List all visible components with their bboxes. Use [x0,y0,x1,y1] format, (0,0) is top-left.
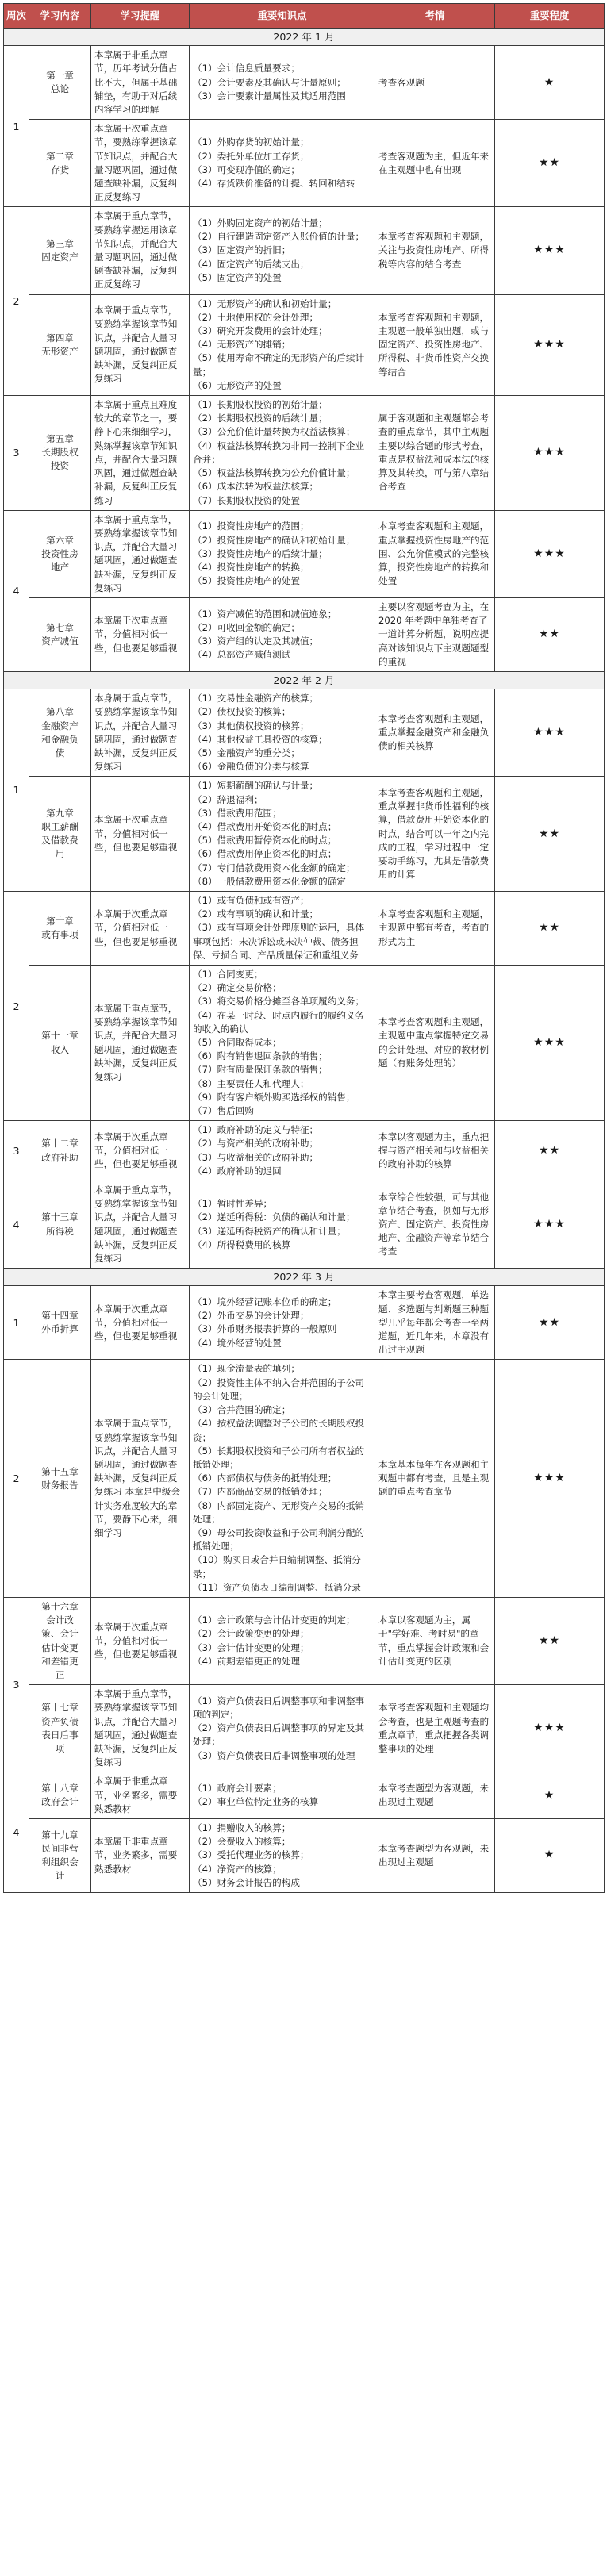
chapter-title-line: 用 [55,848,65,860]
exam-info: 本章考查题型为客观题，未出现过主观题 [375,1772,495,1819]
importance-stars: ★★ [495,1121,605,1181]
study-guide: 本章属于重点章节，要熟练掌握该章节知识点，并配合大量习题巩固，通过做题查缺补漏，反复纠正反复练习 [91,1685,190,1772]
key-point-item: （2）会计政策变更的处理； [193,1628,309,1640]
key-point-item: （5）投资性房地产的处置 [193,575,300,587]
study-guide: 本章属于重点章节，要熟练掌握该章节知识点，并配合大量习题巩固，通过做题查缺补漏，反复纠正反复练习 [91,966,190,1121]
study-plan-body [4,29,605,1893]
key-point-item: （1）资产减值的范围和减值迹象； [193,608,337,620]
chapter-title-line: 会计政 [46,1614,74,1626]
key-point-item: （1）政府会计要素； [193,1782,282,1794]
key-point-item: （2）资产负债表日后调整事项的界定及其处理； [193,1722,365,1748]
importance-stars: ★★ [495,120,605,207]
key-point-item: （1）交易性金融资产的核算； [193,693,319,704]
key-point-item: （2）或有事项的确认和计量； [193,908,319,920]
study-guide: 本章属于次重点章节，分值相对低一些，但也要足够重视 [91,777,190,892]
chapter-title-line: 第十五章 [41,1465,79,1477]
exam-info: 本章基本每年在客观题和主观题中都有考查，且是主观题的重点考查章节 [375,1360,495,1597]
key-point-item: （10）购买日或合并日编制调整、抵消分录； [193,1554,361,1580]
key-points [190,396,375,511]
key-points [190,597,375,671]
importance-stars: ★★★ [495,1685,605,1772]
chapter-title-line: 表日后事 [41,1729,79,1741]
chapter-title-line: 估计变更 [41,1641,79,1653]
week-number: 1 [4,46,29,207]
chapter-title-line: 无形资产 [41,345,79,357]
importance-stars: ★ [495,1772,605,1819]
chapter-title-line: 第一章 [46,70,74,81]
header-guide: 学习提醒 [91,4,190,29]
key-point-item: （2）委托外单位加工存货； [193,150,309,162]
key-points [190,1772,375,1819]
key-point-item: （4）借款费用开始资本化的时点； [193,820,337,832]
key-point-item: （4）政府补助的退回 [193,1165,282,1177]
key-points [190,120,375,207]
exam-info: 本章以客观题为主，重点把握与资产相关和与收益相关的政府补助的核算 [375,1121,495,1181]
importance-stars: ★★★ [495,689,605,777]
key-point-item: （3）外币财务报表折算的一般原则 [193,1323,337,1335]
chapter-title-line: 第七章 [46,621,74,633]
study-guide: 本章属于非重点章节，业务繁多，需要熟悉教材 [91,1772,190,1819]
study-guide: 本章属于次重点章节，分值相对低一些，但也要足够重视 [91,1286,190,1360]
week-number: 3 [4,1121,29,1181]
key-point-item: （6）无形资产的处置 [193,379,282,391]
importance-stars: ★★★ [495,396,605,511]
chapter-title-line: 财务报告 [41,1479,79,1491]
chapter-title [29,1772,91,1819]
key-point-item: （5）金融资产的重分类； [193,747,300,758]
key-point-item: （5）借款费用暂停资本化的时点； [193,835,337,847]
key-point-item: （3）资产组的认定及其减值； [193,635,319,647]
study-plan-document [3,3,604,1893]
table-row [4,1121,605,1181]
study-guide: 本章属于次重点章节，要熟练掌握该章节知识点，并配合大量习题巩固，通过做题查缺补漏，反复纠正反复练习 [91,120,190,207]
week-number: 3 [4,396,29,511]
key-point-item: （2）外币交易的会计处理； [193,1310,309,1322]
key-points [190,1685,375,1772]
month-label: 2022 年 3 月 [4,1269,605,1286]
key-point-item: （3）与收益相关的政府补助； [193,1151,319,1163]
chapter-title-line: 第十九章 [41,1829,79,1841]
key-points [190,1818,375,1892]
key-point-item: （2）投资性主体不纳入合并范围的子公司的会计处理； [193,1376,365,1402]
importance-stars: ★★★ [495,294,605,395]
chapter-title [29,1121,91,1181]
key-point-item: （3）可变现净值的确定； [193,163,300,175]
key-point-item: （1）或有负债和或有资产； [193,894,309,906]
study-guide: 本章属于次重点章节，分值相对低一些，但也要足够重视 [91,1121,190,1181]
chapter-title-line: 第十七章 [41,1702,79,1714]
key-point-item: （1）政府补助的定义与特征； [193,1124,319,1136]
chapter-title-line: 第六章 [46,534,74,546]
exam-info: 本章主要考查客观题，单选题、多选题与判断题三种题型几乎每年都会考查一至两道题，近几年来，本章没有出过主观题 [375,1286,495,1360]
chapter-title-line: 第十八章 [41,1782,79,1794]
header-points: 重要知识点 [190,4,375,29]
study-guide: 本章属于次重点章节，分值相对低一些，但也要足够重视 [91,1597,190,1684]
exam-info: 本章考查客观题和主观题，关注与投资性房地产、所得税等内容的结合考查 [375,207,495,294]
key-point-item: （1）无形资产的确认和初始计量； [193,298,337,309]
key-point-item: （2）自行建造固定资产入账价值的计量； [193,231,365,243]
chapter-title-line: 第十章 [46,915,74,927]
month-label: 2022 年 2 月 [4,671,605,689]
chapter-title-line: 第十四章 [41,1310,79,1322]
exam-info: 主要以客观题考查为主，在 2020 年考题中单独考查了一道计算分析题，说明应提高对该知识点下主观题题型的重视 [375,597,495,671]
key-point-item: （8）一般借款费用资本化金额的确定 [193,875,346,887]
chapter-title-line: 第十三章 [41,1211,79,1223]
key-point-item: （3）会计要素计量属性及其适用范围 [193,90,346,102]
chapter-title-line: 和差错更 [41,1655,79,1667]
chapter-title-line: 第三章 [46,237,74,249]
key-point-item: （3）资产负债表日后非调整事项的处理 [193,1749,355,1761]
chapter-title [29,1685,91,1772]
key-point-item: （2）与资产相关的政府补助； [193,1138,319,1150]
table-row [4,294,605,395]
key-points [190,510,375,597]
key-point-item: （7）长期股权投资的处置 [193,494,300,506]
key-point-item: （4）存货跌价准备的计提、转回和结转 [193,178,355,190]
month-row [4,1269,605,1286]
exam-info: 本章考查客观题和主观题，主观题一般单独出题，或与固定资产、投资性房地产、所得税、非货币性资产交换等结合 [375,294,495,395]
study-plan-table [3,3,605,1893]
key-point-item: （4）境外经营的处置 [193,1337,282,1349]
key-point-item: （7）内部商品交易的抵销处理； [193,1486,328,1498]
month-row [4,29,605,46]
table-row [4,1360,605,1597]
key-point-item: （3）公允价值计量转换为权益法核算； [193,426,355,438]
table-row [4,966,605,1121]
header-chapter: 学习内容 [29,4,91,29]
importance-stars: ★★★ [495,1360,605,1597]
chapter-title [29,689,91,777]
importance-stars: ★★★ [495,1181,605,1269]
importance-stars: ★★★ [495,966,605,1121]
key-point-item: （1）捐赠收入的核算； [193,1822,291,1833]
study-guide: 本章属于重点章节，要熟练掌握该章节知识点，并配合大量习题巩固，通过做题查缺补漏，反复纠正反复练习 [91,510,190,597]
key-points [190,1286,375,1360]
key-point-item: （6）内部债权与债务的抵销处理； [193,1472,337,1484]
key-point-item: （3）借款费用范围； [193,807,282,819]
key-points [190,966,375,1121]
study-guide: 本章属于非重点章节，历年考试分值占比不大，但属于基础铺垫，有助于对后续内容学习的理解 [91,46,190,120]
week-number: 2 [4,207,29,396]
study-guide: 本章属于次重点章节，分值相对低一些，但也要足够重视 [91,891,190,965]
chapter-title-line: 或有事项 [41,928,79,940]
study-guide: 本身属于重点章节，要熟练掌握该章节知识点，并配合大量习题巩固，通过做题查缺补漏，反复纠正反复练习 [91,689,190,777]
table-row [4,120,605,207]
chapter-title [29,891,91,965]
key-point-item: （3）递延所得税资产的确认和计量； [193,1225,346,1237]
table-row [4,1597,605,1684]
chapter-title [29,1597,91,1684]
exam-info: 本章以客观题为主，属于"学好难、考时易"的章节，重点掌握会计政策和会计估计变更的区别 [375,1597,495,1684]
key-point-item: （2）土地使用权的会计处理； [193,311,319,323]
chapter-title-line: 政府补助 [41,1151,79,1163]
key-point-item: （2）会费收入的核算； [193,1836,291,1848]
chapter-title-line: 长期股权 [41,447,79,459]
key-point-item: （1）现金流量表的填列； [193,1363,300,1375]
importance-stars: ★ [495,46,605,120]
chapter-title [29,510,91,597]
key-point-item: （2）事业单位特定业务的核算 [193,1796,319,1808]
key-point-item: （5）合同取得成本； [193,1037,282,1049]
importance-stars: ★★ [495,1286,605,1360]
key-point-item: （6）附有销售退回条款的销售； [193,1050,328,1062]
key-point-item: （3）其他债权投资的核算； [193,720,309,731]
key-point-item: （4）在某一时段、时点内履行的履约义务的收入的确认 [193,1009,365,1035]
key-point-item: （4）固定资产的后续支出； [193,258,309,270]
table-row [4,597,605,671]
chapter-title [29,294,91,395]
chapter-title-line: 计 [55,1870,65,1882]
key-point-item: （3）受托代理业务的核算； [193,1849,309,1861]
chapter-title-line: 资产减值 [41,635,79,647]
key-point-item: （2）递延所得税：负债的确认和计量； [193,1211,355,1223]
key-point-item: （4）按权益法调整对子公司的长期股权投资； [193,1418,365,1443]
exam-info: 本章考查客观题和主观题，重点掌握金融资产和金融负债的相关核算 [375,689,495,777]
chapter-title-line: 第四章 [46,332,74,344]
importance-stars: ★★★ [495,510,605,597]
chapter-title [29,46,91,120]
chapter-title-line: 总论 [50,83,70,95]
key-point-item: （4）权益法核算转换为非同一控制下企业合并； [193,440,365,465]
key-point-item: （7）专门借款费用资本化金额的确定； [193,862,355,873]
key-point-item: （1）合同变更； [193,969,263,980]
chapter-title-line: 第十六章 [41,1600,79,1612]
table-row [4,1685,605,1772]
key-point-item: （5）权益法核算转换为公允价值计量； [193,467,355,479]
chapter-title-line: 利组织会 [41,1856,79,1868]
key-point-item: （1）短期薪酬的确认与计量； [193,780,319,792]
key-point-item: （4）投资性房地产的转换； [193,561,309,573]
chapter-title-line: 收入 [50,1043,70,1055]
chapter-title-line: 第八章 [46,706,74,718]
key-point-item: （11）资产负债表日编制调整、抵消分录 [193,1581,361,1593]
exam-info: 本章考查题型为客观题，未出现过主观题 [375,1818,495,1892]
chapter-title [29,1360,91,1597]
key-points [190,777,375,892]
importance-stars: ★★ [495,1597,605,1684]
key-point-item: （3）会计估计变更的处理； [193,1641,309,1653]
table-row [4,1286,605,1360]
chapter-title [29,120,91,207]
chapter-title-line: 地产 [50,561,70,573]
exam-info: 考查客观题 [375,46,495,120]
key-point-item: （1）暂时性差异； [193,1198,273,1210]
exam-info: 本章考查客观题和主观题，重点掌握非货币性福利的核算，借款费用开始资本化的时点，结合可以一年之内完成的工程，学习过程中一定要动手练习，尤其是借款费用的计算 [375,777,495,892]
key-point-item: （4）净资产的核算； [193,1863,282,1875]
chapter-title-line: 第五章 [46,433,74,445]
key-points [190,1181,375,1269]
key-point-item: （1）会计政策与会计估计变更的判定； [193,1614,355,1626]
study-guide: 本章属于重点章节，要熟练掌握该章节知识点，并配合大量习题巩固，通过做题查缺补漏，反复纠正反复练习 [91,1181,190,1269]
chapter-title [29,777,91,892]
chapter-title-line: 投资性房 [41,547,79,559]
chapter-title [29,966,91,1121]
chapter-title [29,1181,91,1269]
chapter-title-line: 第十二章 [41,1138,79,1150]
key-point-item: （4）所得税费用的核算 [193,1238,291,1250]
chapter-title-line: 第十一章 [41,1030,79,1042]
week-number: 3 [4,1597,29,1772]
importance-stars: ★★★ [495,207,605,294]
table-row [4,207,605,294]
week-number: 1 [4,1286,29,1360]
key-point-item: （1）境外经营记账本位币的确定； [193,1296,337,1308]
exam-info: 本章考查客观题和主观题均会考查，也是主观题考查的重点章节，重点把握各类调整事项的处理 [375,1685,495,1772]
key-points [190,891,375,965]
key-point-item: （8）内部固定资产、无形资产交易的抵销处理； [193,1499,365,1525]
key-point-item: （2）会计要素及其确认与计量原则； [193,76,346,88]
importance-stars: ★★ [495,777,605,892]
key-point-item: （1）会计信息质量要求； [193,63,300,75]
key-point-item: （1）长期股权投资的初始计量； [193,399,328,411]
table-header-row [4,4,605,29]
chapter-title-line: 第二章 [46,150,74,162]
table-row [4,689,605,777]
key-points [190,207,375,294]
study-guide: 本章属于非重点章节，业务繁多，需要熟悉教材 [91,1818,190,1892]
key-points [190,1121,375,1181]
table-row [4,1772,605,1819]
key-point-item: （6）成本法转为权益法核算； [193,481,319,493]
key-point-item: （2）长期股权投资的后续计量； [193,413,328,424]
key-point-item: （4）前期差错更正的处理 [193,1655,300,1667]
chapter-title-line: 资产负债 [41,1715,79,1727]
chapter-title-line: 固定资产 [41,251,79,263]
table-row [4,396,605,511]
week-number: 4 [4,1772,29,1893]
key-point-item: （3）将交易价格分摊至各单项履约义务； [193,996,365,1008]
key-point-item: （6）借款费用停止资本化的时点； [193,848,337,860]
key-point-item: （2）投资性房地产的确认和初始计量； [193,534,355,546]
key-point-item: （5）使用寿命不确定的无形资产的后续计量； [193,352,365,378]
exam-info: 考查客观题为主，但近年来在主观题中也有出现 [375,120,495,207]
study-guide: 本章属于重点章节，要熟练掌握该章节知识点，并配合大量习题巩固，通过做题查缺补漏，反复纠正反复练习 [91,294,190,395]
chapter-title-line: 所得税 [46,1225,74,1237]
key-point-item: （6）金融负债的分类与核算 [193,761,309,773]
key-point-item: （9）母公司投资收益和子公司利润分配的抵销处理； [193,1526,365,1553]
key-point-item: （4）其他权益工具投资的核算； [193,733,328,745]
table-row [4,46,605,120]
key-point-item: （4）无形资产的摊销； [193,339,291,351]
chapter-title-line: 存货 [50,163,70,175]
table-row [4,777,605,892]
chapter-title [29,396,91,511]
chapter-title-line: 策、会计 [41,1628,79,1640]
chapter-title [29,597,91,671]
chapter-title-line: 正 [55,1668,65,1680]
key-point-item: （1）外购存货的初始计量； [193,136,309,148]
month-label: 2022 年 1 月 [4,29,605,46]
month-row [4,671,605,689]
header-exam: 考情 [375,4,495,29]
key-point-item: （5）长期股权投资和子公司所有者权益的抵销处理； [193,1445,365,1470]
importance-stars: ★ [495,1818,605,1892]
key-points [190,294,375,395]
chapter-title-line: 和金融负 [41,733,79,745]
key-point-item: （1）外购固定资产的初始计量； [193,217,328,229]
chapter-title-line: 职工薪酬 [41,820,79,832]
week-number: 2 [4,891,29,1120]
key-point-item: （1）资产负债表日后调整事项和非调整事项的判定； [193,1695,365,1720]
key-point-item: （7）附有质量保证条款的销售； [193,1064,328,1076]
key-point-item: （9）附有客户额外购买选择权的销售； [193,1091,355,1103]
key-point-item: （2）可收回金额的确定； [193,621,300,633]
key-point-item: （3）或有事项会计处理原则的运用，具体事项包括：未决诉讼或未决仲裁、债务担保、亏损合同、产品质量保证和重组义务 [193,922,365,961]
key-points [190,1360,375,1597]
chapter-title-line: 外币折算 [41,1323,79,1335]
study-guide: 本章属于重点且难度较大的章节之一，要静下心来细细学习，熟练掌握该章节知识点，并配合大量习题巩固，通过做题查缺补漏，反复纠正反复练习 [91,396,190,511]
key-point-item: （5）固定资产的处置 [193,271,282,283]
key-point-item: （5）财务会计报告的构成 [193,1876,300,1888]
chapter-title-line: 民间非营 [41,1842,79,1854]
chapter-title [29,207,91,294]
chapter-title-line: 金融资产 [41,720,79,731]
exam-info: 本章考查客观题和主观题，主观题中都有考查，考查的形式为主 [375,891,495,965]
week-number: 1 [4,689,29,892]
table-row [4,1181,605,1269]
table-row [4,891,605,965]
chapter-title-line: 债 [55,747,65,758]
study-guide: 本章属于次重点章节，分值相对低一些，但也要足够重视 [91,597,190,671]
chapter-title-line: 项 [55,1742,65,1754]
exam-info: 本章考查客观题和主观题，重点掌握投资性房地产的范围、公允价值模式的完整核算，投资性房地产的转换和处置 [375,510,495,597]
exam-info: 属于客观题和主观题都会考查的重点章节，其中主观题主要以综合题的形式考查，重点是权益法和成本法的核算及其转换，可与第八章结合考查 [375,396,495,511]
header-level: 重要程度 [495,4,605,29]
key-points [190,1597,375,1684]
key-point-item: （3）研究开发费用的会计处理； [193,325,328,337]
key-point-item: （3）固定资产的折旧； [193,244,291,256]
key-point-item: （3）投资性房地产的后续计量； [193,547,328,559]
key-point-item: （2）确定交易价格； [193,982,282,994]
key-points [190,689,375,777]
chapter-title-line: 及借款费 [41,835,79,847]
week-number: 4 [4,1181,29,1269]
exam-info: 本章考查客观题和主观题，主观题中重点掌握特定交易的会计处理、对应的教材例题（有账务处理的） [375,966,495,1121]
key-point-item: （7）售后回购 [193,1105,254,1117]
study-guide: 本章属于重点章节，要熟练掌握该章节知识点，并配合大量习题巩固，通过做题查缺补漏，反复纠正反复练习 本章是中级会计实务难度较大的章节，要静下心来，细细学习 [91,1360,190,1597]
key-point-item: （2）辞退福利； [193,793,263,805]
table-row [4,1818,605,1892]
importance-stars: ★★ [495,597,605,671]
chapter-title-line: 第九章 [46,807,74,819]
chapter-title [29,1286,91,1360]
key-point-item: （2）债权投资的核算； [193,706,291,718]
exam-info: 本章综合性较强，可与其他章节结合考查，例如与无形资产、固定资产、投资性房地产、金融资产等章节结合考查 [375,1181,495,1269]
chapter-title-line: 投资 [50,460,70,472]
week-number: 4 [4,510,29,671]
key-point-item: （4）总部资产减值测试 [193,649,291,661]
week-number: 2 [4,1360,29,1597]
chapter-title [29,1818,91,1892]
key-point-item: （3）合并范围的确定； [193,1404,291,1416]
key-point-item: （1）投资性房地产的范围； [193,520,309,532]
study-guide: 本章属于重点章节，要熟练掌握运用该章节知识点，并配合大量习题巩固，通过做题查缺补漏，反复纠正反复练习 [91,207,190,294]
table-row [4,510,605,597]
importance-stars: ★★ [495,891,605,965]
header-week: 周次 [4,4,29,29]
key-points [190,46,375,120]
key-point-item: （8）主要责任人和代理人； [193,1077,309,1089]
chapter-title-line: 政府会计 [41,1796,79,1808]
